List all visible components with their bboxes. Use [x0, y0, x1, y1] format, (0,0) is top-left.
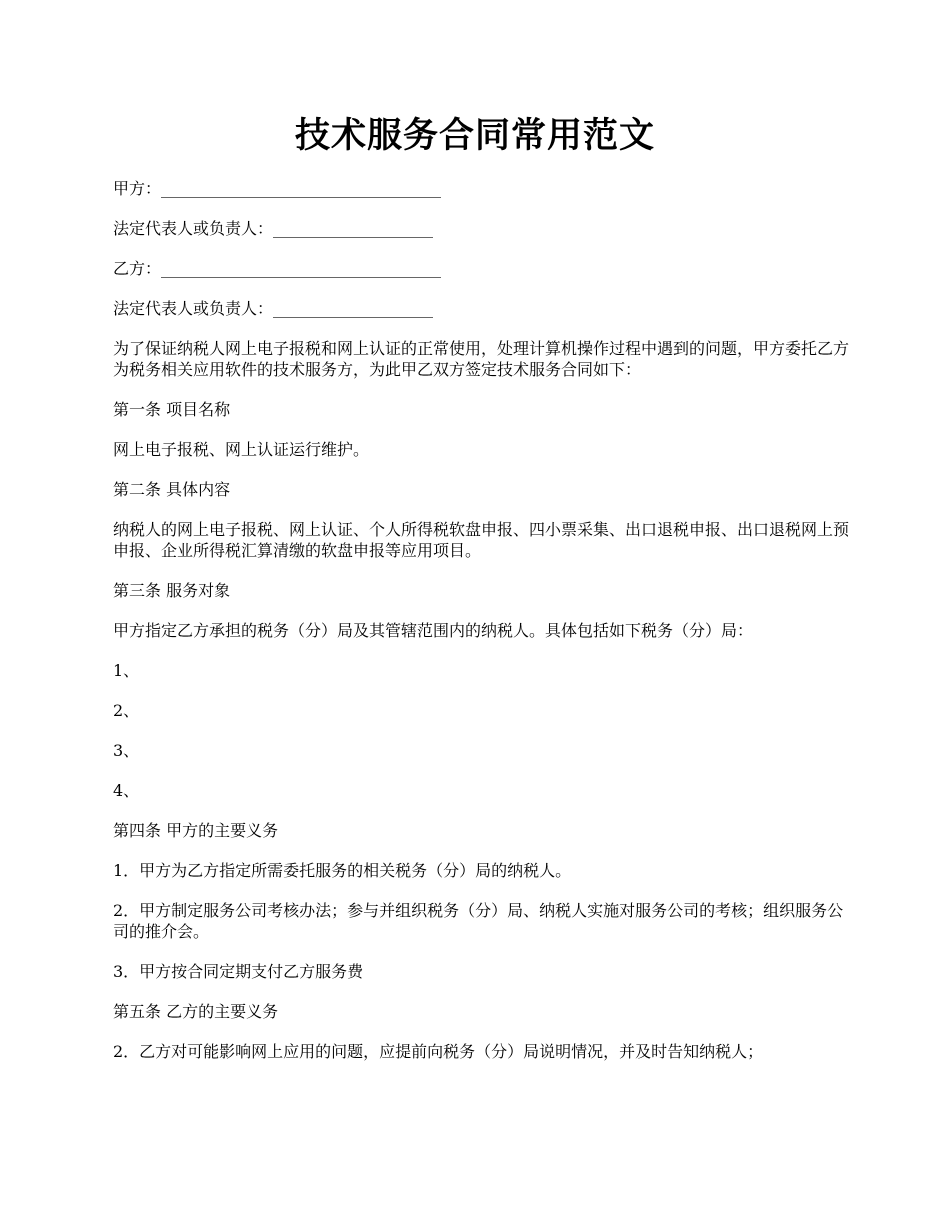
article-4-item-1: 1．甲方为乙方指定所需委托服务的相关税务（分）局的纳税人。 [113, 861, 572, 880]
list-item-4: 4、 [113, 781, 140, 800]
party-b-representative-line: 法定代表人或负责人：____________________ [113, 299, 434, 318]
article-2-heading: 第二条 具体内容 [113, 480, 231, 499]
list-item-3: 3、 [113, 741, 140, 760]
article-1-heading: 第一条 项目名称 [113, 400, 231, 419]
party-a-line: 甲方：___________________________________ [113, 179, 442, 198]
preamble-paragraph: 为了保证纳税人网上电子报税和网上认证的正常使用，处理计算机操作过程中遇到的问题，甲方委托乙方为税务相关应用软件的技术服务方，为此甲乙双方签定技术服务合同如下： [113, 339, 850, 379]
article-4-item-3: 3．甲方按合同定期支付乙方服务费 [113, 962, 364, 981]
article-3-text: 甲方指定乙方承担的税务（分）局及其管辖范围内的纳税人。具体包括如下税务（分）局： [113, 621, 754, 640]
article-2-text: 纳税人的网上电子报税、网上认证、个人所得税软盘申报、四小票采集、出口退税申报、出口退税网上预申报、企业所得税汇算清缴的软盘申报等应用项目。 [113, 520, 850, 560]
list-item-2: 2、 [113, 701, 140, 720]
list-item-1: 1、 [113, 661, 140, 680]
party-a-representative-line: 法定代表人或负责人：____________________ [113, 219, 434, 238]
article-4-item-2: 2．甲方制定服务公司考核办法；参与并组织税务（分）局、纳税人实施对服务公司的考核；组织服务公司的推介会。 [113, 901, 844, 941]
article-5-item-2: 2．乙方对可能影响网上应用的问题，应提前向税务（分）局说明情况，并及时告知纳税人； [113, 1042, 764, 1061]
article-5-heading: 第五条 乙方的主要义务 [113, 1002, 279, 1021]
document-body [113, 178, 853, 1081]
document-title: 技术服务合同常用范文 [294, 115, 655, 156]
article-1-text: 网上电子报税、网上认证运行维护。 [113, 440, 370, 459]
article-3-heading: 第三条 服务对象 [113, 581, 231, 600]
party-b-line: 乙方：___________________________________ [113, 259, 442, 278]
article-4-heading: 第四条 甲方的主要义务 [113, 821, 279, 840]
